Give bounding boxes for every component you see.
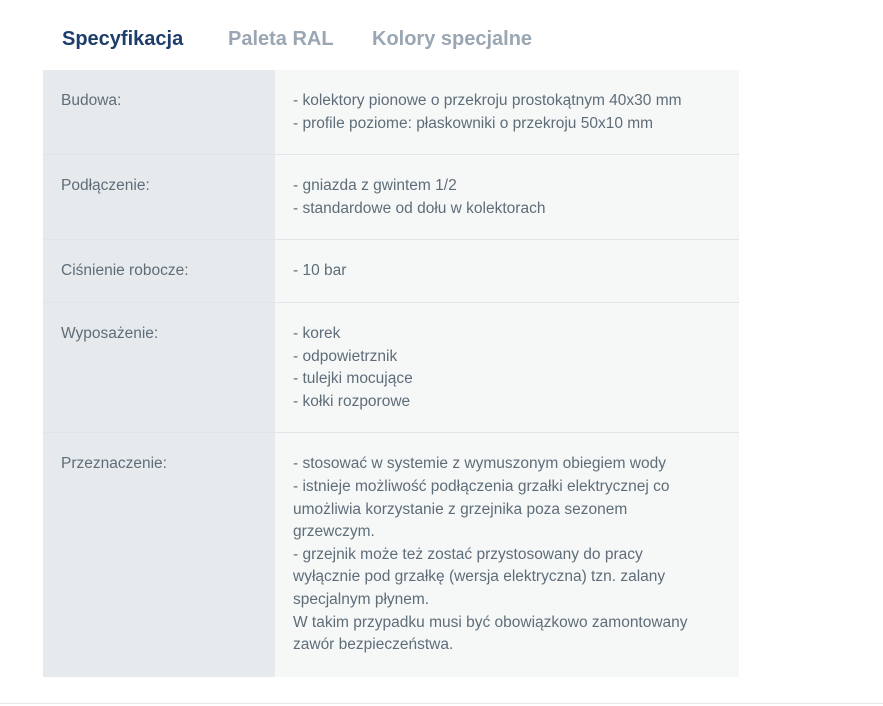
value-line: - korek [293, 324, 341, 342]
row-value [275, 433, 739, 677]
value-line: - stosować w systemie z wymuszonym obiegiem wody [293, 455, 666, 473]
tab-paleta-ral[interactable]: Paleta RAL [228, 28, 334, 50]
value-line: - tulejki mocujące [293, 370, 413, 388]
table-row-podlaczenie [43, 155, 739, 240]
table-row-cisnienie-robocze [43, 240, 739, 303]
row-label: Budowa: [43, 70, 275, 155]
table-row-wyposazenie [43, 302, 739, 432]
value-line: - kołki rozporowe [293, 392, 411, 410]
value-line: grzewczym. [293, 523, 375, 541]
value-line: - standardowe od dołu w kolektorach [293, 199, 546, 217]
row-value [275, 70, 739, 155]
value-line: - kolektory pionowe o przekroju prostokątnym 40x30 mm [293, 92, 682, 109]
value-line: umożliwia korzystanie z grzejnika poza sezonem [293, 500, 628, 518]
row-label: Wyposażenie: [43, 302, 275, 432]
footer-divider [0, 703, 883, 704]
row-value [275, 240, 739, 303]
row-label: Podłączenie: [43, 155, 275, 240]
row-value [275, 302, 739, 432]
value-line: W takim przypadku musi być obowiązkowo zamontowany [293, 613, 688, 631]
row-label: Przeznaczenie: [43, 433, 275, 677]
value-line: specjalnym płynem. [293, 590, 430, 608]
value-line: - odpowietrznik [293, 347, 398, 365]
tab-specyfikacja[interactable]: Specyfikacja [62, 28, 184, 50]
value-line: wyłącznie pod grzałkę (wersja elektryczna) tzn. zalany [293, 568, 666, 586]
row-value [275, 155, 739, 240]
row-label: Ciśnienie robocze: [43, 240, 275, 303]
value-line: - grzejnik może też zostać przystosowany do pracy [293, 545, 643, 563]
specification-table [43, 70, 739, 677]
table-row-przeznaczenie [43, 433, 739, 677]
table-row-budowa [43, 70, 739, 155]
value-line: - istnieje możliwość podłączenia grzałki elektrycznej co [293, 477, 670, 495]
value-line: zawór bezpieczeństwa. [293, 636, 454, 654]
value-line: - profile poziome: płaskowniki o przekroju 50x10 mm [293, 114, 654, 132]
value-line: - 10 bar [293, 262, 347, 280]
tab-kolory-specjalne[interactable]: Kolory specjalne [372, 28, 533, 50]
value-line: - gniazda z gwintem 1/2 [293, 177, 457, 195]
